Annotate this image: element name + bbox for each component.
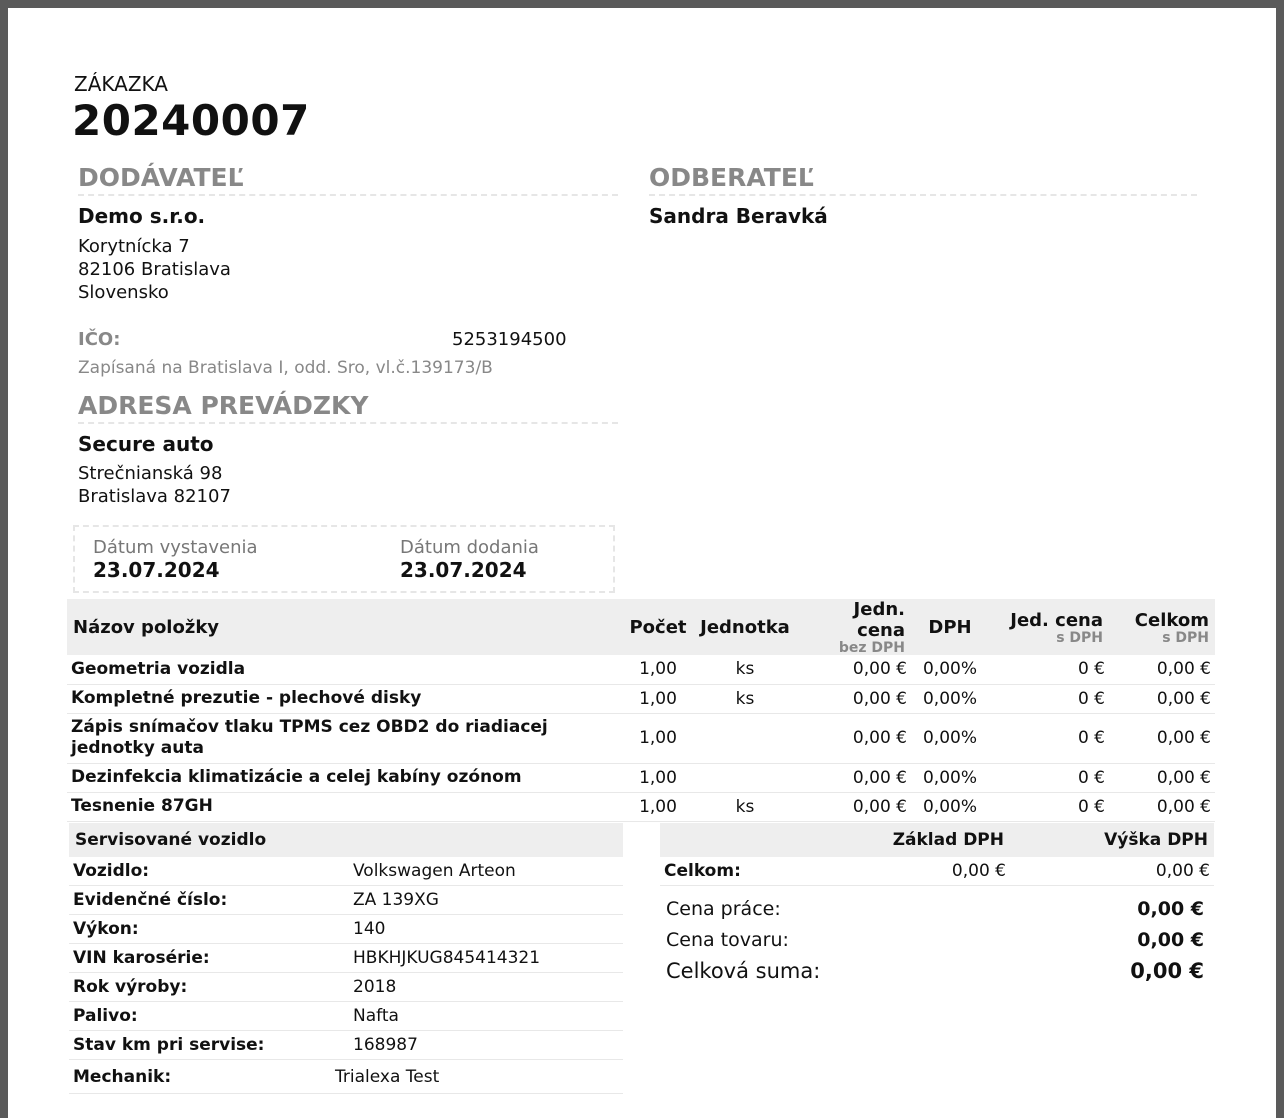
labor-label: Cena práce:: [666, 897, 781, 920]
item-unit-price-vat: 0 €: [989, 713, 1109, 763]
vat-base-header: Základ DPH: [820, 823, 1010, 857]
item-qty: 1,00: [623, 763, 693, 792]
col-vat-header: DPH: [911, 599, 989, 655]
item-vat: 0,00%: [911, 713, 989, 763]
col-unit-header: Jednotka: [693, 599, 797, 655]
item-qty: 1,00: [623, 655, 693, 684]
item-unit-price: 0,00 €: [797, 655, 911, 684]
grand-total-value: 0,00 €: [1130, 958, 1204, 983]
item-unit-price: 0,00 €: [797, 684, 911, 713]
table-row: [660, 857, 1214, 886]
col-qty-header: Počet: [623, 599, 693, 655]
table-row: [67, 792, 1215, 821]
delivery-date-value: 23.07.2024: [400, 558, 527, 582]
item-total: 0,00 €: [1109, 713, 1215, 763]
goods-label: Cena tovaru:: [666, 928, 789, 951]
table-row: [69, 857, 623, 886]
table-row: [67, 713, 1215, 763]
vehicle-value: 140: [349, 915, 623, 944]
item-unit-price-vat: 0 €: [989, 655, 1109, 684]
unit-price-label: Jedn. cena: [853, 599, 905, 641]
item-total: 0,00 €: [1109, 763, 1215, 792]
unit-price-sublabel: bez DPH: [838, 640, 905, 656]
premises-street: Strečnianská 98: [78, 463, 223, 484]
items-table: [67, 599, 1215, 822]
unit-price-vat-label: Jed. cena: [1010, 609, 1103, 631]
totals-row: [660, 924, 1210, 955]
item-name: Kompletné prezutie - plechové disky: [67, 684, 623, 713]
item-unit-price: 0,00 €: [797, 792, 911, 821]
vehicle-table: [69, 823, 623, 1094]
table-row: [69, 886, 623, 915]
ico-value: 5253194500: [452, 329, 567, 350]
item-total: 0,00 €: [1109, 792, 1215, 821]
vehicle-key: Mechanik:: [69, 1060, 349, 1094]
issued-date: [93, 537, 258, 582]
vehicle-key: Výkon:: [69, 915, 349, 944]
document-page: [8, 8, 1276, 1118]
supplier-country: Slovensko: [78, 282, 169, 303]
item-unit: [693, 763, 797, 792]
order-number: 20240007: [72, 96, 310, 145]
vehicle-value: 2018: [349, 973, 623, 1002]
vat-header-row: [660, 823, 1214, 857]
vehicle-value: Nafta: [349, 1002, 623, 1031]
vehicle-key: VIN karosérie:: [69, 944, 349, 973]
ico-label: IČO:: [78, 329, 121, 350]
total-label: Celkom: [1134, 609, 1209, 631]
item-unit: [693, 713, 797, 763]
registration-note: Zapísaná na Bratislava I, odd. Sro, vl.č.139173/B: [78, 358, 493, 378]
vat-amount-value: 0,00 €: [1010, 857, 1214, 886]
col-name-header: Názov položky: [67, 599, 623, 655]
item-unit-price-vat: 0 €: [989, 684, 1109, 713]
item-total: 0,00 €: [1109, 684, 1215, 713]
supplier-street: Korytnícka 7: [78, 236, 190, 257]
col-unit-price-header: [797, 599, 911, 655]
issued-date-label: Dátum vystavenia: [93, 537, 258, 558]
item-unit: ks: [693, 792, 797, 821]
supplier-heading: DODÁVATEĽ: [78, 163, 618, 196]
table-row: [67, 655, 1215, 684]
customer-name: Sandra Beravká: [649, 204, 828, 228]
vehicle-value: ZA 139XG: [349, 886, 623, 915]
unit-price-vat-sublabel: s DPH: [1056, 629, 1103, 646]
total-sublabel: s DPH: [1162, 629, 1209, 646]
totals-row: [660, 893, 1210, 924]
item-name: Geometria vozidla: [67, 655, 623, 684]
item-name: Zápis snímačov tlaku TPMS cez OBD2 do riadiacej jednotky auta: [67, 713, 623, 763]
order-label: ZÁKAZKA: [74, 72, 168, 96]
issued-date-value: 23.07.2024: [93, 558, 220, 582]
totals-table: [660, 893, 1210, 986]
table-row: [67, 763, 1215, 792]
item-qty: 1,00: [623, 713, 693, 763]
table-row: [67, 684, 1215, 713]
delivery-date-label: Dátum dodania: [400, 537, 539, 558]
item-unit-price: 0,00 €: [797, 713, 911, 763]
premises-address: [78, 462, 231, 508]
item-vat: 0,00%: [911, 792, 989, 821]
vehicle-value: Volkswagen Arteon: [349, 857, 623, 886]
table-row: [69, 973, 623, 1002]
premises-heading: ADRESA PREVÁDZKY: [78, 391, 618, 424]
item-vat: 0,00%: [911, 763, 989, 792]
vehicle-key: Vozidlo:: [69, 857, 349, 886]
item-name: Dezinfekcia klimatizácie a celej kabíny ozónom: [67, 763, 623, 792]
item-vat: 0,00%: [911, 684, 989, 713]
table-row: [69, 1060, 623, 1094]
item-unit-price-vat: 0 €: [989, 763, 1109, 792]
totals-row: [660, 955, 1210, 986]
table-row: [69, 1002, 623, 1031]
supplier-city: 82106 Bratislava: [78, 259, 231, 280]
vat-summary-table: [660, 823, 1214, 886]
table-row: [69, 1031, 623, 1060]
vehicle-value: HBKHJKUG845414321: [349, 944, 623, 973]
premises-city: Bratislava 82107: [78, 486, 231, 507]
vehicle-key: Palivo:: [69, 1002, 349, 1031]
item-unit: ks: [693, 655, 797, 684]
supplier-address: [78, 235, 231, 304]
item-unit-price: 0,00 €: [797, 763, 911, 792]
col-unit-price-vat-header: [989, 599, 1109, 655]
vat-amount-header: Výška DPH: [1010, 823, 1214, 857]
table-row: [69, 944, 623, 973]
item-unit: ks: [693, 684, 797, 713]
vehicle-value: 168987: [349, 1031, 623, 1060]
labor-value: 0,00 €: [1137, 897, 1204, 920]
item-name: Tesnenie 87GH: [67, 792, 623, 821]
dates-box: [73, 525, 615, 593]
delivery-date: [400, 537, 539, 582]
vat-row-label: Celkom:: [660, 857, 820, 886]
vehicle-key: Rok výroby:: [69, 973, 349, 1002]
item-vat: 0,00%: [911, 655, 989, 684]
supplier-name: Demo s.r.o.: [78, 204, 206, 228]
vehicle-key: Stav km pri servise:: [69, 1031, 349, 1060]
vat-base-value: 0,00 €: [820, 857, 1010, 886]
vehicle-heading: Servisované vozidlo: [69, 823, 623, 857]
grand-total-label: Celková suma:: [666, 958, 821, 983]
items-header-row: [67, 599, 1215, 655]
item-unit-price-vat: 0 €: [989, 792, 1109, 821]
item-total: 0,00 €: [1109, 655, 1215, 684]
vehicle-key: Evidenčné číslo:: [69, 886, 349, 915]
item-qty: 1,00: [623, 684, 693, 713]
item-qty: 1,00: [623, 792, 693, 821]
goods-value: 0,00 €: [1137, 928, 1204, 951]
table-row: [69, 915, 623, 944]
premises-name: Secure auto: [78, 432, 214, 456]
customer-heading: ODBERATEĽ: [649, 163, 1197, 196]
col-total-header: [1109, 599, 1215, 655]
vehicle-value: Trialexa Test: [335, 1060, 609, 1094]
